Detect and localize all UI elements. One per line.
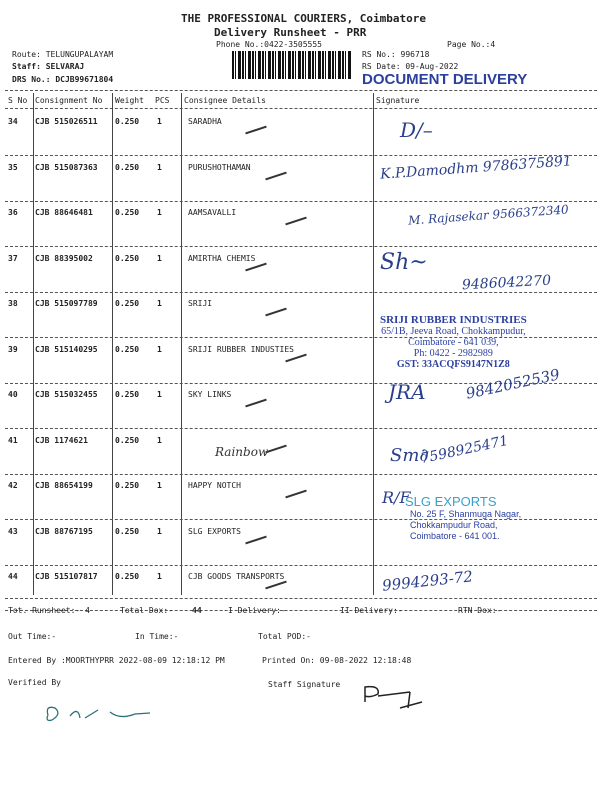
signature-row-41: Sm∂: [390, 445, 429, 466]
runsheet-title: Delivery Runsheet - PRR: [214, 26, 367, 39]
entered-by: Entered By :MOORTHYPRR 2022-08-09 12:18:12 PM: [8, 656, 225, 665]
tick-mark: [245, 535, 267, 544]
row-consignment-no: CJB 88646481: [35, 208, 93, 217]
stamp-line: 65/1B, Jeeva Road, Chokkampudur,: [381, 326, 526, 337]
row-pcs: 1: [157, 526, 162, 536]
row-pcs: 1: [157, 117, 162, 126]
row-weight: 0.250: [115, 344, 140, 354]
ii-delivery: II Delivery:-: [340, 606, 403, 615]
handwritten-row-35: K.P.Damodhm 9786375891: [379, 153, 573, 183]
stamp-line: Coimbatore - 641 039,: [408, 337, 499, 348]
col-pcs: PCS: [155, 96, 170, 105]
phone-number: Phone No.:0422-3505555: [216, 40, 322, 49]
tick-mark: [245, 262, 267, 271]
stamp-line: SRIJI RUBBER INDUSTRIES: [380, 314, 527, 326]
stamp-line: GST: 33ACQFS9147N1Z8: [396, 359, 510, 370]
tick-mark: [245, 399, 267, 408]
stamp-line: No. 25 F, Shanmuga Nagar,: [410, 509, 522, 519]
row-sno: 40: [8, 390, 18, 399]
col-consignee: Consignee Details: [184, 96, 266, 105]
tick-mark: [265, 308, 287, 317]
row-pcs: 1: [157, 299, 162, 308]
tick-mark: [285, 490, 307, 499]
stamp-line: Coimbatore - 641 001.: [410, 531, 500, 541]
in-time: In Time:-: [135, 632, 179, 641]
stamp-line: Ph: 0422 - 2982989: [413, 348, 493, 359]
row-sno: 34: [8, 117, 18, 126]
out-time: Out Time:-: [8, 632, 57, 641]
row-divider: [5, 474, 597, 475]
row-pcs: 1: [157, 390, 162, 399]
handwritten-rainbow: Rainbow: [215, 445, 269, 459]
row-sno: 37: [8, 253, 18, 263]
verifier-signature: [40, 700, 170, 730]
signature-row-37: Sh~: [380, 250, 428, 275]
row-sno: 35: [8, 162, 18, 172]
total-dox-value: 44: [192, 606, 202, 615]
col-weight: Weight: [115, 96, 144, 105]
tick-mark: [265, 581, 287, 590]
sriji-stamp: [380, 315, 527, 370]
signature-row-34: D/–: [400, 118, 433, 142]
row-consignment-no: CJB 515026511: [35, 117, 98, 126]
row-consignee: SRIJI: [188, 299, 213, 308]
staff-signature: [360, 682, 450, 712]
tick-mark: [285, 353, 307, 362]
tick-mark: [285, 217, 307, 226]
row-weight: 0.250: [115, 435, 140, 445]
row-consignee: HAPPY NOTCH: [188, 481, 241, 490]
row-consignee: SLG EXPORTS: [188, 526, 241, 536]
stamp-line: Chokkampudur Road,: [410, 520, 498, 530]
row-consignment-no: CJB 1174621: [35, 435, 88, 445]
col-signature: Signature: [376, 96, 420, 105]
row-pcs: 1: [157, 344, 162, 354]
total-runsheet: Tot. Runsheet:- 4: [8, 606, 90, 615]
col-sno: S No: [8, 96, 28, 105]
divider: [5, 108, 597, 109]
divider: [5, 90, 597, 91]
rs-date: RS Date: 09-Aug-2022: [362, 62, 459, 71]
drs-number: DRS No.: DCJB99671804: [12, 75, 114, 84]
route: Route: TELUNGUPALAYAM: [12, 50, 114, 59]
barcode: [232, 51, 352, 79]
tick-mark: [245, 126, 267, 135]
table-row: [0, 572, 600, 617]
slg-stamp: [405, 495, 521, 542]
table-row: [0, 390, 600, 435]
row-consignee: PURUSHOTHAMAN: [188, 162, 251, 172]
row-weight: 0.250: [115, 572, 140, 581]
row-sno: 42: [8, 481, 18, 490]
total-dox-label: Total Dox:-: [120, 606, 173, 615]
tick-mark: [265, 444, 287, 453]
verified-by: Verified By: [8, 678, 61, 687]
row-consignment-no: CJB 515087363: [35, 162, 98, 172]
printed-on: Printed On: 09-08-2022 12:18:48: [262, 656, 412, 665]
row-sno: 39: [8, 344, 18, 354]
row-consignment-no: CJB 515032455: [35, 390, 98, 399]
row-weight: 0.250: [115, 481, 140, 490]
row-pcs: 1: [157, 208, 162, 217]
i-delivery: I Delivery:-: [228, 606, 286, 615]
signature-row-40: JRA: [388, 380, 426, 404]
handwritten-row-36: M. Rajasekar 9566372340: [407, 202, 570, 228]
handwritten-row-41: 7598925471: [419, 432, 510, 468]
tick-mark: [265, 171, 287, 180]
row-consignment-no: CJB 515140295: [35, 344, 98, 354]
row-consignment-no: CJB 88767195: [35, 526, 93, 536]
row-sno: 44: [8, 572, 18, 581]
page-number: Page No.:4: [447, 40, 496, 49]
row-weight: 0.250: [115, 526, 140, 536]
row-weight: 0.250: [115, 208, 140, 217]
row-weight: 0.250: [115, 117, 140, 126]
row-consignee: SRIJI RUBBER INDUSTIES: [188, 344, 294, 354]
handwritten-row-42: R/F: [382, 488, 411, 507]
table-row: [0, 117, 600, 162]
row-divider: [5, 155, 597, 156]
row-divider: [5, 201, 597, 202]
row-consignment-no: CJB 88395002: [35, 253, 93, 263]
row-divider: [5, 610, 597, 611]
col-consignment: Consignment No: [35, 96, 103, 105]
table-row: [0, 436, 600, 481]
row-weight: 0.250: [115, 162, 140, 172]
row-consignment-no: CJB 515107817: [35, 572, 98, 581]
row-pcs: 1: [157, 572, 162, 581]
row-weight: 0.250: [115, 390, 140, 399]
total-pod: Total POD:-: [258, 632, 311, 641]
row-weight: 0.250: [115, 253, 140, 263]
document-delivery-stamp: DOCUMENT DELIVERY: [362, 71, 528, 88]
company-name: THE PROFESSIONAL COURIERS, Coimbatore: [181, 12, 427, 25]
row-sno: 36: [8, 208, 18, 217]
rs-number: RS No.: 996718: [362, 50, 430, 59]
row-weight: 0.250: [115, 299, 140, 308]
divider: [5, 598, 597, 599]
row-consignee: SARADHA: [188, 117, 222, 126]
row-sno: 38: [8, 299, 18, 308]
row-pcs: 1: [157, 481, 162, 490]
row-pcs: 1: [157, 253, 162, 263]
row-consignment-no: CJB 515097789: [35, 299, 98, 308]
row-consignee: AMIRTHA CHEMIS: [188, 253, 256, 263]
row-sno: 41: [8, 435, 18, 445]
row-sno: 43: [8, 526, 18, 536]
staff-signature-label: Staff Signature: [268, 680, 341, 689]
staff: Staff: SELVARAJ: [12, 62, 85, 71]
stamp-line: SLG EXPORTS: [405, 494, 497, 509]
row-consignment-no: CJB 88654199: [35, 481, 93, 490]
handwritten-row-40: 9842052539: [464, 365, 562, 403]
handwritten-row-37: 9486042270: [461, 272, 552, 294]
row-divider: [5, 246, 597, 247]
row-consignee: AAMSAVALLI: [188, 208, 237, 217]
row-pcs: 1: [157, 162, 162, 172]
row-divider: [5, 292, 597, 293]
handwritten-row-44: 9994293-72: [381, 567, 474, 595]
row-divider: [5, 565, 597, 566]
row-divider: [5, 428, 597, 429]
rtn-dox: RTN Dox:-: [458, 606, 502, 615]
row-consignee: SKY LINKS: [188, 390, 232, 399]
row-consignee: CJB GOODS TRANSPORTS: [188, 572, 285, 581]
row-pcs: 1: [157, 435, 162, 445]
